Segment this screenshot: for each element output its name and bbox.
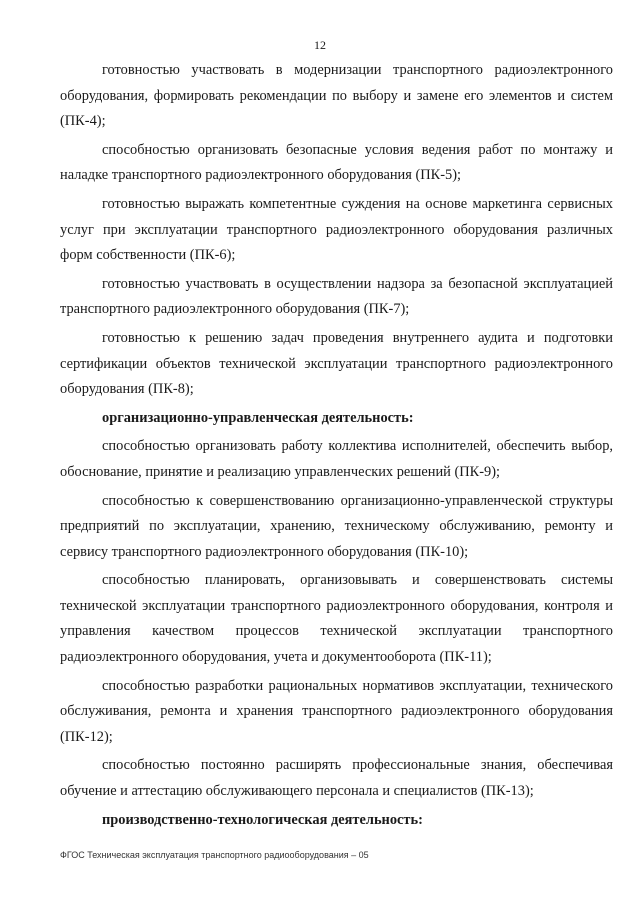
section-heading-management: организационно-управленческая деятельность:	[102, 409, 414, 426]
competency-pk-4: готовностью участвовать в модернизации транспортного радиоэлектронного оборудования, формировать рекомендации по выбору и замене его элементов и систем (ПК-4);	[60, 62, 613, 130]
page-number: 12	[314, 38, 326, 52]
competency-pk-12: способностью разработки рациональных нормативов эксплуатации, технического обслуживания, ремонта и хранения транспортного радиоэлектронного оборудования (ПК-12);	[60, 677, 613, 745]
competency-pk-7: готовностью участвовать в осуществлении надзора за безопасной эксплуатацией транспортного радиоэлектронного оборудования (ПК-7);	[60, 275, 613, 318]
competency-pk-11: способностью планировать, организовывать и совершенствовать системы технической эксплуатации транспортного радиоэлектронного оборудования, контроля и управления качеством процессов технической эксплуатации транспортного радиоэлектронного оборудования, учета и документооборота (ПК-11);	[60, 572, 613, 666]
competency-pk-9: способностью организовать работу коллектива исполнителей, обеспечить выбор, обоснование, принятие и реализацию управленческих решений (ПК-9);	[60, 438, 613, 480]
competency-pk-5: способностью организовать безопасные условия ведения работ по монтажу и наладке транспортного радиоэлектронного оборудования (ПК-5);	[60, 141, 613, 184]
competency-pk-8: готовностью к решению задач проведения внутреннего аудита и подготовки сертификации объектов технической эксплуатации транспортного радиоэлектронного оборудования (ПК-8);	[60, 329, 613, 398]
page-footer: ФГОС Техническая эксплуатация транспортного радиооборудования – 05	[60, 850, 369, 860]
competency-pk-6: готовностью выражать компетентные суждения на основе маркетинга сервисных услуг при эксплуатации транспортного радиоэлектронного оборудования различных форм собственности (ПК-6);	[60, 195, 613, 264]
competency-pk-10: способностью к совершенствованию организационно-управленческой структуры предприятий по эксплуатации, хранению, техническому обслуживанию, ремонту и сервису транспортного радиоэлектронного оборудования (ПК-10);	[60, 492, 613, 560]
document-body	[60, 58, 613, 836]
competency-pk-13: способностью постоянно расширять профессиональные знания, обеспечивая обучение и аттестацию обслуживающего персонала и специалистов (ПК-13);	[60, 757, 613, 800]
section-heading-production: производственно-технологическая деятельность:	[102, 811, 423, 828]
